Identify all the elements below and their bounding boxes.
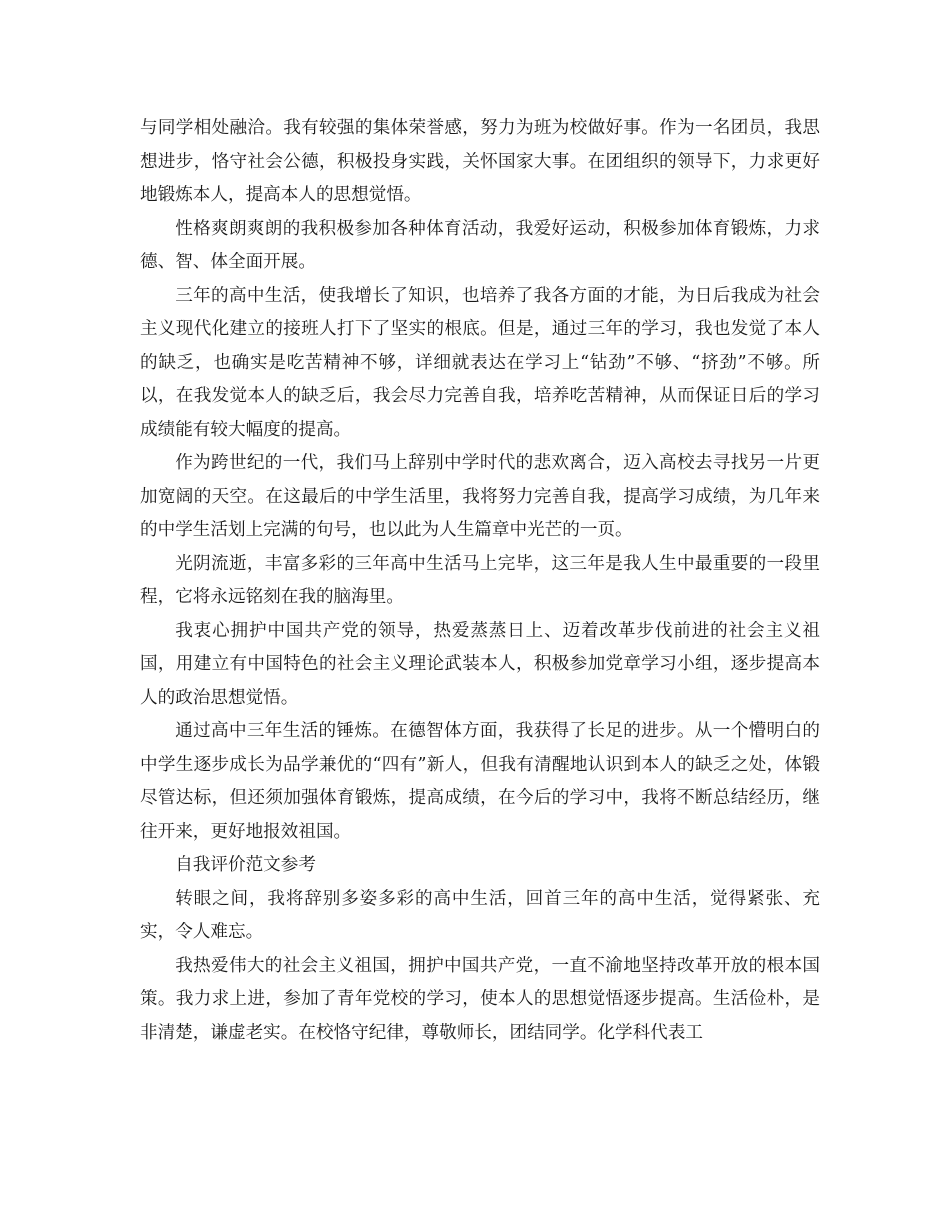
paragraph: 我热爱伟大的社会主义祖国，拥护中国共产党，一直不渝地坚持改革开放的根本国策。我力求上进，参加了青年党校的学习，使本人的思想觉悟逐步提高。生活俭朴，是非清楚，谦虚老实。在校恪守纪律，尊敬师长，团结同学。化学科代表工 (140, 955, 820, 1043)
paragraph: 作为跨世纪的一代，我们马上辞别中学时代的悲欢离合，迈入高校去寻找另一片更加宽阔的天空。在这最后的中学生活里，我将努力完善自我，提高学习成绩，为几年来的中学生活划上完满的句号，也以此为人生篇章中光芒的一页。 (140, 453, 820, 540)
paragraph: 光阴流逝，丰富多彩的三年高中生活马上完毕，这三年是我人生中最重要的一段里程，它将永远铭刻在我的脑海里。 (140, 553, 820, 607)
paragraph: 性格爽朗爽朗的我积极参加各种体育活动，我爱好运动，积极参加体育锻炼，力求德、智、体全面开展。 (140, 218, 820, 272)
section-heading: 自我评价范文参考 (175, 855, 316, 875)
document-body (140, 112, 820, 1050)
paragraph: 三年的高中生活，使我增长了知识，也培养了我各方面的才能，为日后我成为社会主义现代化建立的接班人打下了坚实的根底。但是，通过三年的学习，我也发觉了本人的缺乏，也确实是吃苦精神不够，详细就表达在学习上“钻劲”不够、“挤劲”不够。所以，在我发觉本人的缺乏后，我会尽力完善自我，培养吃苦精神，从而保证日后的学习成绩能有较大幅度的提高。 (140, 285, 820, 440)
paragraph: 转眼之间，我将辞别多姿多彩的高中生活，回首三年的高中生活，觉得紧张、充实，令人难忘。 (140, 888, 820, 942)
paragraph: 通过高中三年生活的锤炼。在德智体方面，我获得了长足的进步。从一个懵明白的中学生逐步成长为品学兼优的“四有”新人，但我有清醒地认识到本人的缺乏之处，体锻尽管达标，但还须加强体育锻炼，提高成绩，在今后的学习中，我将不断总结经历，继往开来，更好地报效祖国。 (140, 721, 820, 842)
paragraph-continuation: 与同学相处融洽。我有较强的集体荣誉感，努力为班为校做好事。作为一名团员，我思想进步，恪守社会公德，积极投身实践，关怀国家大事。在团组织的领导下，力求更好地锻炼本人，提高本人的思想觉悟。 (140, 118, 820, 205)
paragraph: 我衷心拥护中国共产党的领导，热爱蒸蒸日上、迈着改革步伐前进的社会主义祖国，用建立有中国特色的社会主义理论武装本人，积极参加党章学习小组，逐步提高本人的政治思想觉悟。 (140, 620, 820, 708)
